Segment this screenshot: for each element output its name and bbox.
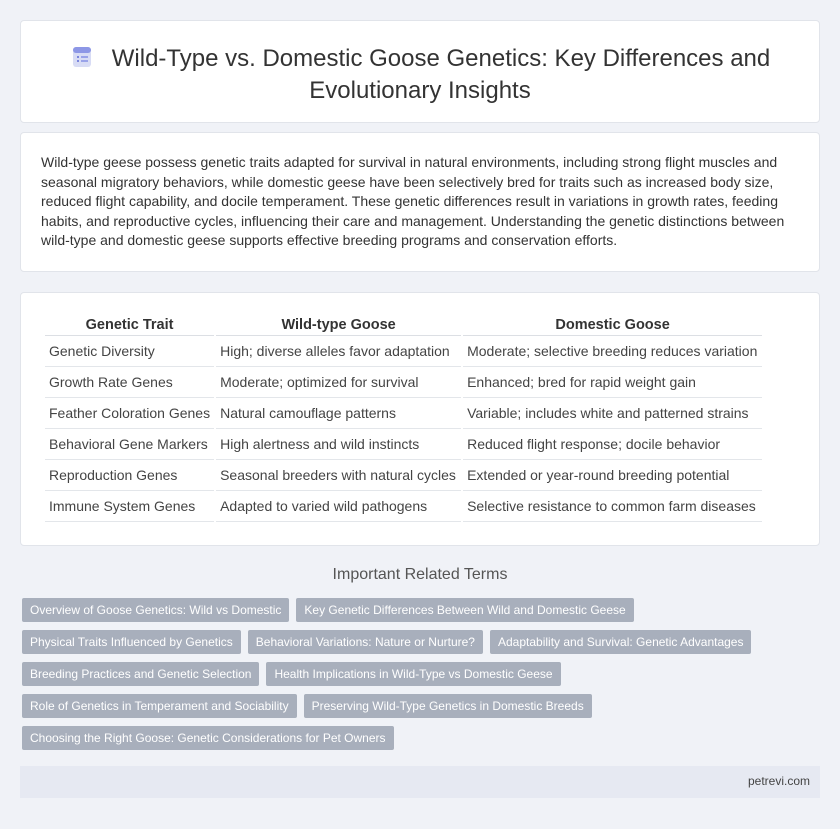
related-term-link[interactable]: Role of Genetics in Temperament and Sociability (22, 694, 297, 718)
related-terms-list (22, 598, 802, 758)
page-title (61, 44, 779, 105)
table-cell: Extended or year-round breeding potential (463, 460, 762, 491)
table-cell: Variable; includes white and patterned strains (463, 398, 762, 429)
table-cell: Enhanced; bred for rapid weight gain (463, 367, 762, 398)
title-card (20, 20, 820, 123)
related-term-link[interactable]: Physical Traits Influenced by Genetics (22, 630, 241, 654)
related-term-link[interactable]: Health Implications in Wild-Type vs Domestic Geese (266, 662, 560, 686)
table-cell: Moderate; optimized for survival (216, 367, 461, 398)
related-terms-heading: Important Related Terms (332, 566, 508, 583)
table-cell: Selective resistance to common farm diseases (463, 491, 762, 522)
table-cell: Feather Coloration Genes (45, 398, 214, 429)
related-term-link[interactable]: Breeding Practices and Genetic Selection (22, 662, 259, 686)
table-cell: Behavioral Gene Markers (45, 429, 214, 460)
table-header-row (45, 315, 762, 336)
table-row (45, 336, 762, 367)
table-row (45, 398, 762, 429)
document-icon (70, 45, 94, 76)
related-term-link[interactable]: Preserving Wild-Type Genetics in Domestic Breeds (304, 694, 592, 718)
comparison-card (20, 292, 820, 546)
table-cell: Reduced flight response; docile behavior (463, 429, 762, 460)
related-term-link[interactable]: Choosing the Right Goose: Genetic Considerations for Pet Owners (22, 726, 394, 750)
table-cell: Moderate; selective breeding reduces variation (463, 336, 762, 367)
intro-card (20, 132, 820, 272)
table-cell: Immune System Genes (45, 491, 214, 522)
table-cell: Natural camouflage patterns (216, 398, 461, 429)
table-cell: Growth Rate Genes (45, 367, 214, 398)
table-cell: High alertness and wild instincts (216, 429, 461, 460)
column-header: Domestic Goose (463, 315, 762, 336)
table-row (45, 429, 762, 460)
table-cell: Genetic Diversity (45, 336, 214, 367)
column-header: Wild-type Goose (216, 315, 461, 336)
table-cell: Seasonal breeders with natural cycles (216, 460, 461, 491)
related-term-link[interactable]: Behavioral Variations: Nature or Nurture? (248, 630, 483, 654)
footer (20, 766, 820, 798)
table-row (45, 367, 762, 398)
related-term-link[interactable]: Adaptability and Survival: Genetic Advantages (490, 630, 751, 654)
footer-site-link[interactable]: petrevi.com (747, 774, 810, 788)
intro-paragraph: Wild-type geese possess genetic traits adapted for survival in natural environments, including strong flight muscles and seasonal migratory behaviors, while domestic geese have been selectively bred for traits such as increased body size, reduced flight capability, and docile temperament. These genetic differences result in variations in growth rates, feeding habits, and reproductive cycles, influencing their care and management. Understanding the genetic distinctions between wild-type and domestic geese supports effective breeding programs and conservation efforts. (41, 154, 785, 249)
title-line-2: Evolutionary Insights (309, 77, 531, 104)
table-cell: High; diverse alleles favor adaptation (216, 336, 461, 367)
table-cell: Adapted to varied wild pathogens (216, 491, 461, 522)
table-cell: Reproduction Genes (45, 460, 214, 491)
column-header: Genetic Trait (45, 315, 214, 336)
related-term-link[interactable]: Key Genetic Differences Between Wild and Domestic Geese (296, 598, 633, 622)
table-row (45, 491, 762, 522)
table-row (45, 460, 762, 491)
comparison-table (43, 315, 764, 522)
related-term-link[interactable]: Overview of Goose Genetics: Wild vs Domestic (22, 598, 289, 622)
title-line-1: Wild-Type vs. Domestic Goose Genetics: Key Differences and (111, 45, 771, 72)
